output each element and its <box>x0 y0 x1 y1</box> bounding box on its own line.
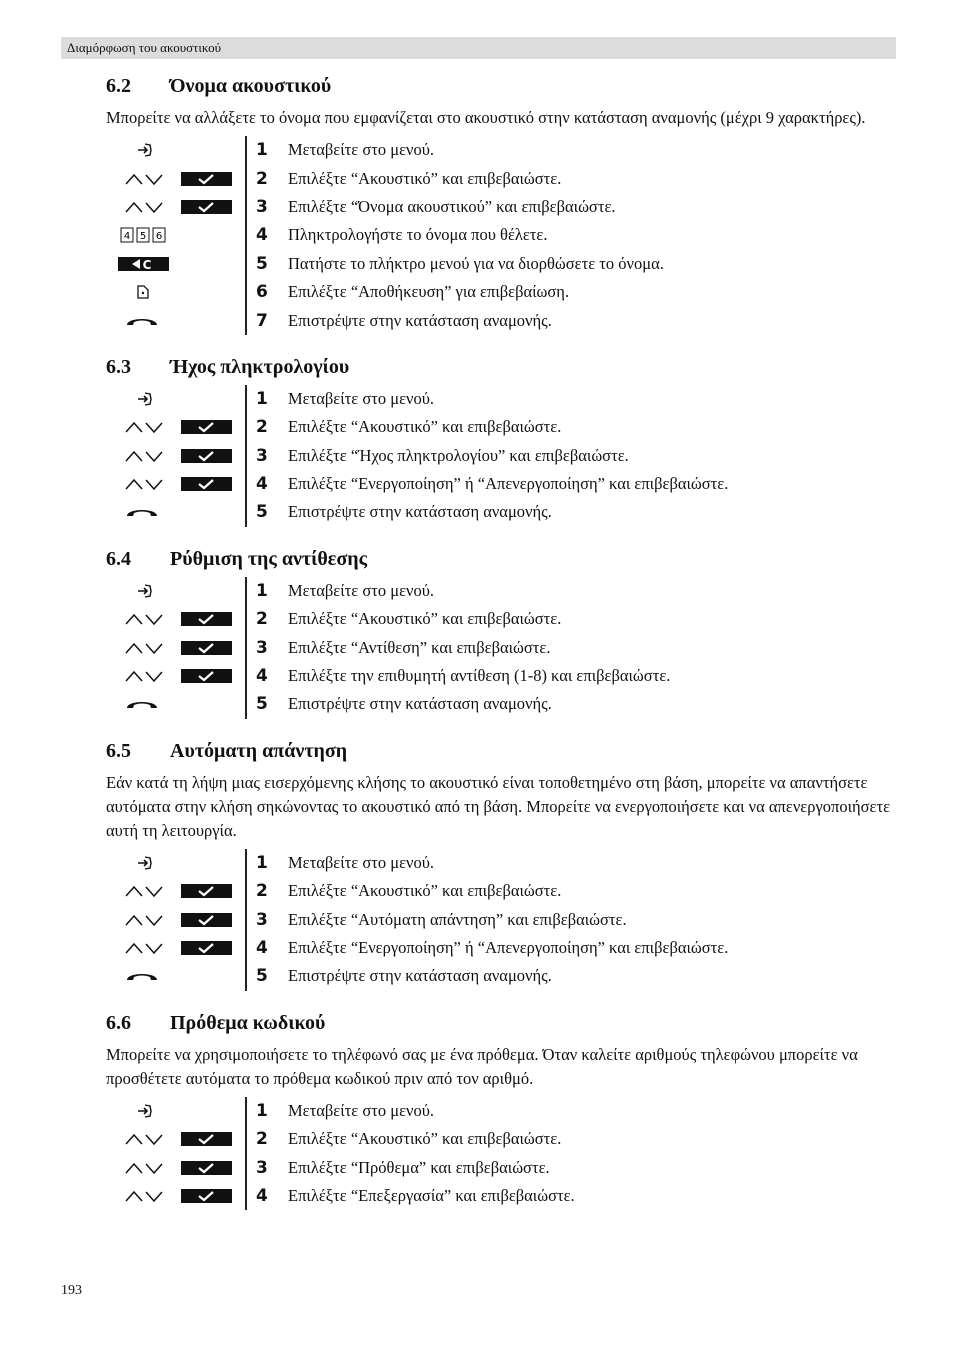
up-down-nav-icon <box>124 476 166 492</box>
ok-softkey-icon <box>181 669 232 683</box>
step-number: 6 <box>256 282 268 303</box>
step-text: Επιλέξτε “Επεξεργασία” και επιβεβαιώστε. <box>288 1185 575 1205</box>
step-number: 1 <box>256 580 268 601</box>
ok-softkey-icon <box>181 612 232 626</box>
step-number: 3 <box>256 445 268 466</box>
step-row <box>106 633 896 661</box>
step-number: 1 <box>256 1100 268 1121</box>
section-number: 6.2 <box>106 75 131 97</box>
step-icons <box>106 250 246 278</box>
up-down-nav-icon <box>124 640 166 656</box>
step-icons <box>106 413 246 441</box>
step-text: Επιλέξτε “Ακουστικό” και επιβεβαιώστε. <box>288 168 562 188</box>
ok-softkey-icon <box>181 941 232 955</box>
step-row <box>106 1097 896 1125</box>
step-number: 3 <box>256 196 268 217</box>
menu-icon <box>136 854 154 872</box>
step-text: Επιλέξτε “Ακουστικό” και επιβεβαιώστε. <box>288 881 562 901</box>
menu-icon <box>136 1102 154 1120</box>
step-icons <box>106 278 246 306</box>
step-row <box>106 193 896 221</box>
menu-icon <box>136 390 154 408</box>
section-description: Μπορείτε να αλλάξετε το όνομα που εμφανίζεται στο ακουστικό στην κατάσταση αναμονής (μέχρι 9 χαρακτήρες). <box>106 108 866 127</box>
step-number: 2 <box>256 168 268 189</box>
up-down-nav-icon <box>124 448 166 464</box>
ok-softkey-icon <box>181 477 232 491</box>
step-number: 2 <box>256 609 268 630</box>
step-list <box>106 849 896 991</box>
step-number: 3 <box>256 637 268 658</box>
ok-softkey-icon <box>181 172 232 186</box>
step-text: Επιλέξτε “Ακουστικό” και επιβεβαιώστε. <box>288 609 562 629</box>
section-heading <box>106 1009 896 1037</box>
step-row <box>106 962 896 990</box>
step-row <box>106 442 896 470</box>
step-text: Επιστρέψτε στην κατάσταση αναμονής. <box>288 966 552 986</box>
step-text: Μεταβείτε στο μενού. <box>288 852 435 872</box>
step-icons <box>106 164 246 192</box>
step-text: Επιλέξτε “Ακουστικό” και επιβεβαιώστε. <box>288 417 562 437</box>
up-down-nav-icon <box>124 668 166 684</box>
section-title: Ρύθμιση της αντίθεσης <box>170 547 368 570</box>
step-number: 4 <box>256 666 268 687</box>
step-text: Επιστρέψτε στην κατάσταση αναμονής. <box>288 694 552 714</box>
step-icons <box>106 1097 246 1125</box>
up-down-nav-icon <box>124 1188 166 1204</box>
step-number: 1 <box>256 388 268 409</box>
ok-softkey-icon <box>181 884 232 898</box>
ok-softkey-icon <box>181 449 232 463</box>
step-icons <box>106 306 246 334</box>
section-description: Εάν κατά τη λήψη μιας εισερχόμενης κλήσης το ακουστικό είναι τοποθετημένο στη βάση, μπορείτε να απαντήσετε αυτόματα στην κλήση σηκώνοντας το ακουστικό από τη βάση. Μπορείτε να ενεργοποιήσετε και να απενεργοποιήσετε αυτή τη λειτουργία. <box>106 772 891 840</box>
step-number: 4 <box>256 225 268 246</box>
step-row <box>106 605 896 633</box>
step-number: 3 <box>256 1157 268 1178</box>
step-number: 5 <box>256 966 268 987</box>
step-text: Επιλέξτε “Αποθήκευση” για επιβεβαίωση. <box>288 282 570 302</box>
step-icons <box>106 690 246 718</box>
section-title: Αυτόματη απάντηση <box>170 739 348 762</box>
step-icons <box>106 905 246 933</box>
up-down-nav-icon <box>124 1131 166 1147</box>
step-text: Επιλέξτε “Ήχος πληκτρολογίου” και επιβεβαιώστε. <box>288 445 629 465</box>
section-heading <box>106 545 896 573</box>
step-number: 1 <box>256 140 268 161</box>
section-number: 6.3 <box>106 355 131 378</box>
ok-softkey-icon <box>181 913 232 927</box>
step-text: Επιλέξτε “Πρόθεμα” και επιβεβαιώστε. <box>288 1157 550 1177</box>
step-row <box>106 662 896 690</box>
step-row <box>106 905 896 933</box>
step-row <box>106 470 896 498</box>
clear-softkey-icon <box>118 257 169 271</box>
section-heading <box>106 353 896 381</box>
step-number: 4 <box>256 474 268 495</box>
svg-text:6: 6 <box>155 231 163 243</box>
step-icons <box>106 1153 246 1181</box>
end-call-icon <box>125 696 159 712</box>
ok-softkey-icon <box>181 200 232 214</box>
step-list <box>106 577 896 719</box>
step-text: Επιλέξτε την επιθυμητή αντίθεση (1-8) και επιβεβαιώστε. <box>288 666 671 686</box>
step-row <box>106 250 896 278</box>
step-row <box>106 221 896 249</box>
step-number: 2 <box>256 1129 268 1150</box>
step-icons <box>106 442 246 470</box>
step-icons <box>106 498 246 526</box>
step-number: 5 <box>256 253 268 274</box>
step-number: 5 <box>256 694 268 715</box>
section-title: Όνομα ακουστικού <box>170 75 332 97</box>
up-down-nav-icon <box>124 419 166 435</box>
step-icons <box>106 1182 246 1210</box>
step-number: 2 <box>256 881 268 902</box>
step-text: Επιλέξτε “Ενεργοποίηση” ή “Απενεργοποίηση” και επιβεβαιώστε. <box>288 474 729 494</box>
ok-softkey-icon <box>181 1161 232 1175</box>
end-call-icon <box>125 504 159 520</box>
step-row <box>106 306 896 334</box>
section-title: Πρόθεμα κωδικού <box>170 1011 326 1034</box>
running-header: Διαμόρφωση του ακουστικού <box>61 37 896 59</box>
manual-content <box>106 72 896 1228</box>
section-number: 6.5 <box>106 739 131 762</box>
section-heading <box>106 737 896 765</box>
up-down-nav-icon <box>124 611 166 627</box>
step-text: Μεταβείτε στο μενού. <box>288 140 435 160</box>
step-icons <box>106 1125 246 1153</box>
step-number: 4 <box>256 938 268 958</box>
menu-icon <box>136 582 154 600</box>
ok-softkey-icon <box>181 420 232 434</box>
step-number: 2 <box>256 417 268 438</box>
step-row <box>106 690 896 718</box>
step-text: Πατήστε το πλήκτρο μενού για να διορθώσετε το όνομα. <box>288 253 664 273</box>
section-number: 6.6 <box>106 1011 131 1034</box>
svg-text:C: C <box>142 257 152 271</box>
step-icons <box>106 962 246 990</box>
step-row <box>106 1153 896 1181</box>
step-text: Μεταβείτε στο μενού. <box>288 1100 435 1120</box>
step-icons <box>106 385 246 413</box>
step-icons <box>106 934 246 962</box>
step-row <box>106 385 896 413</box>
ok-softkey-icon <box>181 1189 232 1203</box>
end-call-icon <box>125 968 159 984</box>
up-down-nav-icon <box>124 1160 166 1176</box>
step-row <box>106 498 896 526</box>
step-text: Επιλέξτε “Όνομα ακουστικού” και επιβεβαιώστε. <box>288 196 616 216</box>
step-text: Πληκτρολογήστε το όνομα που θέλετε. <box>288 225 548 245</box>
save-icon <box>136 284 150 300</box>
section-number: 6.4 <box>106 547 131 570</box>
step-number: 4 <box>256 1185 268 1206</box>
step-row <box>106 164 896 192</box>
step-row <box>106 877 896 905</box>
step-list <box>106 136 896 335</box>
step-row <box>106 278 896 306</box>
up-down-nav-icon <box>124 940 166 956</box>
step-text: Μεταβείτε στο μενού. <box>288 388 435 408</box>
up-down-nav-icon <box>124 199 166 215</box>
page-number: 193 <box>61 1283 82 1298</box>
step-text: Επιλέξτε “Αυτόματη απάντηση” και επιβεβαιώστε. <box>288 909 627 929</box>
step-number: 7 <box>256 310 268 331</box>
end-call-icon <box>125 313 159 329</box>
step-row <box>106 136 896 164</box>
step-row <box>106 934 896 962</box>
step-icons <box>106 605 246 633</box>
step-text: Επιλέξτε “Αντίθεση” και επιβεβαιώστε. <box>288 637 551 657</box>
step-icons <box>106 470 246 498</box>
step-row <box>106 1125 896 1153</box>
up-down-nav-icon <box>124 883 166 899</box>
step-text: Επιστρέψτε στην κατάσταση αναμονής. <box>288 502 552 522</box>
step-icons <box>106 136 246 164</box>
step-row <box>106 413 896 441</box>
step-text: Επιλέξτε “Ενεργοποίηση” ή “Απενεργοποίηση” και επιβεβαιώστε. <box>288 938 729 957</box>
step-number: 3 <box>256 909 268 930</box>
section-title: Ήχος πληκτρολογίου <box>170 355 350 378</box>
up-down-nav-icon <box>124 171 166 187</box>
step-text: Μεταβείτε στο μενού. <box>288 580 435 600</box>
svg-text:4: 4 <box>123 231 131 243</box>
step-list <box>106 385 896 527</box>
keypad-keys-icon <box>120 227 166 243</box>
svg-text:5: 5 <box>139 231 147 243</box>
step-icons <box>106 193 246 221</box>
step-number: 1 <box>256 852 268 873</box>
step-icons <box>106 577 246 605</box>
menu-icon <box>136 141 154 159</box>
step-list <box>106 1097 896 1211</box>
step-row <box>106 1182 896 1210</box>
step-text: Επιλέξτε “Ακουστικό” και επιβεβαιώστε. <box>288 1129 562 1149</box>
ok-softkey-icon <box>181 641 232 655</box>
step-row <box>106 577 896 605</box>
step-icons <box>106 221 246 249</box>
section-heading <box>106 72 896 100</box>
section-description: Μπορείτε να χρησιμοποιήσετε το τηλέφωνό σας με ένα πρόθεμα. Όταν καλείτε αριθμούς τηλεφώνου μπορείτε να προσθέτετε αυτόματα το πρόθεμα κωδικού πριν από τον αριθμό. <box>106 1044 858 1088</box>
up-down-nav-icon <box>124 912 166 928</box>
step-number: 5 <box>256 502 268 523</box>
step-text: Επιστρέψτε στην κατάσταση αναμονής. <box>288 310 552 330</box>
step-icons <box>106 662 246 690</box>
step-row <box>106 849 896 877</box>
step-icons <box>106 877 246 905</box>
ok-softkey-icon <box>181 1132 232 1146</box>
step-icons <box>106 633 246 661</box>
step-icons <box>106 849 246 877</box>
